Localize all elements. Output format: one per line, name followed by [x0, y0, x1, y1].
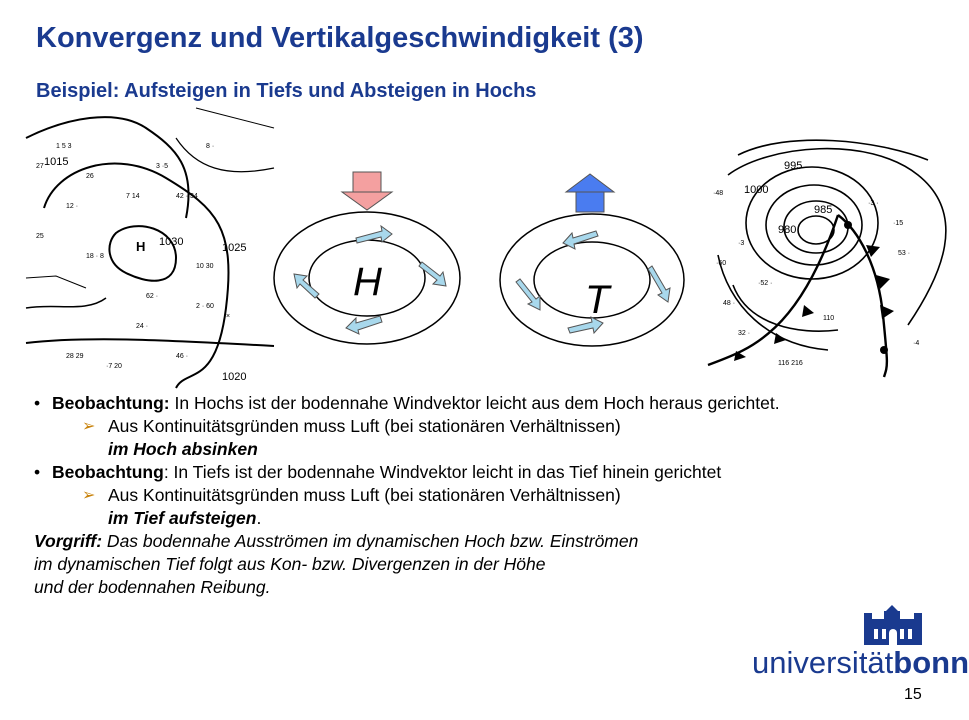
svg-text:18 · 8: 18 · 8	[86, 253, 104, 260]
svg-text:32 ·: 32 ·	[738, 330, 751, 337]
svg-text:2 · 60: 2 · 60	[196, 303, 214, 310]
note-line: und der bodennahen Reibung.	[34, 577, 271, 597]
svg-text:·48: ·48	[713, 190, 724, 197]
svg-text:·15: ·15	[893, 220, 904, 227]
svg-text:62 ·: 62 ·	[146, 293, 159, 300]
flow-arrow	[419, 262, 446, 286]
university-wordmark: universitätbonn	[752, 645, 969, 680]
high-center-label: H	[136, 239, 146, 254]
svg-text:·4: ·4	[913, 340, 920, 347]
weather-map-low	[708, 135, 942, 377]
bullet-label: Beobachtung:	[52, 393, 170, 413]
conclusion-text: Aus Kontinuitätsgründen muss Luft (bei stationären Verhältnissen)	[108, 416, 621, 436]
svg-text:25: 25	[36, 233, 44, 240]
svg-text:53 ·: 53 ·	[898, 250, 911, 257]
bullet-text: : In Tiefs ist der bodennahe Windvektor leicht in das Tief hinein gerichtet	[163, 462, 722, 482]
weather-map-high	[26, 108, 274, 388]
conclusion-emphasis: im Tief aufsteigen	[108, 508, 257, 528]
slide-body	[34, 392, 874, 599]
pressure-schematic	[270, 170, 700, 370]
university-building-icon	[752, 605, 928, 647]
bullet-observation-high	[34, 392, 874, 415]
isobar-map-low	[708, 135, 942, 377]
bullet-text: In Hochs ist der bodennahe Windvektor leicht aus dem Hoch heraus gerichtet.	[169, 393, 780, 413]
svg-text:·52 ·: ·52 ·	[758, 280, 773, 287]
pressure-schematic-svg	[270, 170, 700, 370]
arrowhead-bullet-icon: ➢	[82, 418, 96, 435]
isobar-label: 1030	[159, 236, 184, 248]
bullet-dot: •	[34, 462, 41, 482]
svg-text:24 ·: 24 ·	[136, 323, 149, 330]
isobar-label: 985	[814, 204, 833, 216]
rising-arrow	[566, 174, 614, 212]
isobar-label: 1000	[744, 184, 769, 196]
svg-text:·3 ·: ·3 ·	[868, 200, 879, 207]
note-line: im dynamischen Tief folgt aus Kon- bzw. Divergenzen in der Höhe	[34, 554, 546, 574]
conclusion-text: Aus Kontinuitätsgründen muss Luft (bei stationären Verhältnissen)	[108, 485, 621, 505]
conclusion-emphasis: im Hoch absinken	[108, 439, 258, 459]
svg-text:8 ·: 8 ·	[206, 143, 215, 150]
svg-text:42 · 34: 42 · 34	[176, 193, 198, 200]
low-label: T	[585, 278, 610, 322]
svg-text:28 29: 28 29	[66, 353, 84, 360]
arrowhead-bullet-icon: ➢	[82, 487, 96, 504]
svg-text:·60: ·60	[716, 260, 727, 267]
slide-title: Konvergenz und Vertikalgeschwindigkeit (3)	[36, 22, 644, 54]
university-logo	[752, 605, 969, 680]
svg-text:10 30: 10 30	[196, 263, 214, 270]
svg-text:3 ·5: 3 ·5	[156, 163, 169, 170]
note-line: Das bodennahe Ausströmen im dynamischen Hoch bzw. Einströmen	[102, 531, 639, 551]
flow-arrow	[346, 316, 382, 334]
high-label: H	[353, 260, 382, 304]
svg-text:12 ·: 12 ·	[66, 203, 79, 210]
isobar-label: 1025	[222, 242, 247, 254]
bullet-label: Beobachtung	[52, 462, 164, 482]
bullet-dot: •	[34, 393, 41, 413]
svg-text:·7 20: ·7 20	[106, 363, 122, 370]
svg-text:48 ·: 48 ·	[723, 300, 736, 307]
isobar-label: 995	[784, 160, 803, 172]
isobar-label: 1015	[44, 156, 69, 168]
isobar-label: 1020	[222, 371, 247, 383]
svg-text:110: 110	[823, 315, 835, 322]
svg-text:116 216: 116 216	[778, 360, 803, 367]
svg-text:46 ·: 46 ·	[176, 353, 189, 360]
conclusion-high	[34, 415, 874, 461]
svg-text:×: ×	[226, 313, 231, 320]
conclusion-end: .	[256, 508, 262, 528]
svg-text:27: 27	[36, 163, 44, 170]
isobar-map-high	[26, 108, 274, 388]
svg-text:7 14: 7 14	[126, 193, 140, 200]
svg-text:26: 26	[86, 173, 94, 180]
flow-arrow	[563, 231, 598, 249]
svg-text:·3: ·3	[738, 240, 745, 247]
svg-text:1 5 3: 1 5 3	[56, 143, 72, 150]
bullet-observation-low	[34, 461, 874, 484]
flow-arrow	[294, 274, 319, 298]
sinking-arrow	[342, 172, 392, 210]
preview-note	[34, 530, 874, 599]
flow-arrow	[516, 279, 540, 310]
note-label: Vorgriff:	[34, 531, 103, 551]
slide-subtitle: Beispiel: Aufsteigen in Tiefs und Absteigen in Hochs	[36, 80, 537, 102]
page-number: 15	[904, 686, 922, 703]
isobar-label: 980	[778, 224, 797, 236]
conclusion-low	[34, 484, 874, 530]
flow-arrow	[648, 266, 670, 302]
